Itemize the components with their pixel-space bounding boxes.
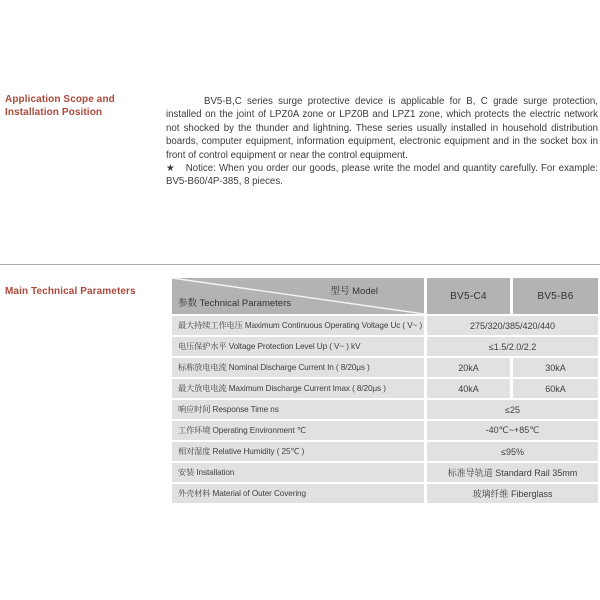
- table-row: [172, 337, 598, 356]
- table-row: [172, 379, 598, 398]
- row-value: 玻璃纤维 Fiberglass: [427, 484, 598, 503]
- row-value: ≤1.5/2.0/2.2: [427, 337, 598, 356]
- table-row: [172, 463, 598, 482]
- column-header-bv5-b6: BV5-B6: [513, 278, 598, 314]
- row-value: ≤95%: [427, 442, 598, 461]
- section-heading-application-scope: Application Scope and Installation Position: [5, 94, 115, 118]
- table-row: [172, 421, 598, 440]
- section-divider-line: [0, 264, 600, 265]
- row-value-bv5-b6: 60kA: [513, 379, 598, 398]
- row-label: 工作环境 Operating Environment ℃: [172, 421, 424, 440]
- table-row: [172, 442, 598, 461]
- table-row: [172, 316, 598, 335]
- corner-label-parameters: 参数 Technical Parameters: [178, 298, 291, 309]
- technical-parameters-table: [172, 278, 598, 505]
- row-value-bv5-b6: 30kA: [513, 358, 598, 377]
- row-label: 相对湿度 Relative Humidity ( 25℃ ): [172, 442, 424, 461]
- row-value: ≤25: [427, 400, 598, 419]
- row-label: 电压保护水平 Voltage Protection Level Up ( V~ ) kV: [172, 337, 424, 356]
- row-label: 安装 Installation: [172, 463, 424, 482]
- row-value: 275/320/385/420/440: [427, 316, 598, 335]
- table-row: [172, 400, 598, 419]
- table-row: [172, 358, 598, 377]
- table-row: [172, 484, 598, 503]
- row-value: -40℃~+85℃: [427, 421, 598, 440]
- order-notice-text: Notice: When you order our goods, please write the model and quantity carefully. For example: BV5-B60/4P-385, 8 pieces.: [166, 163, 598, 188]
- table-corner-cell: [172, 278, 424, 314]
- column-header-bv5-c4: BV5-C4: [427, 278, 510, 314]
- application-scope-paragraph: BV5-B,C series surge protective device is applicable for B, C grade surge protection, installed on the joint of LPZ0A zone or LPZ0B and LPZ1 zone, which protects the electric network not shocked by the thunder and lightning. These series usually installed in household distribution boards, computer equipment, information equipment, electronic equipment and in the socket box in front of control equipment or near the control equipment.: [166, 96, 598, 161]
- row-label: 响应时间 Response Time ns: [172, 400, 424, 419]
- row-label: 外壳材料 Material of Outer Covering: [172, 484, 424, 503]
- corner-label-model: 型号 Model: [330, 286, 378, 297]
- row-value-bv5-c4: 40kA: [427, 379, 510, 398]
- row-label: 最大持续工作电压 Maximum Continuous Operating Voltage Uc ( V~ ): [172, 316, 424, 335]
- star-icon: ★: [166, 163, 175, 175]
- row-value-bv5-c4: 20kA: [427, 358, 510, 377]
- row-label: 最大放电电流 Maximum Discharge Current Imax ( 8/20μs ): [172, 379, 424, 398]
- row-label: 标称放电电流 Nominal Discharge Current In ( 8/20μs ): [172, 358, 424, 377]
- table-header-row: [172, 278, 598, 314]
- order-notice-line: [166, 162, 598, 189]
- row-value: 标准导轨道 Standard Rail 35mm: [427, 463, 598, 482]
- application-scope-text-block: [166, 95, 598, 189]
- section-heading-main-technical-parameters: Main Technical Parameters: [5, 286, 136, 297]
